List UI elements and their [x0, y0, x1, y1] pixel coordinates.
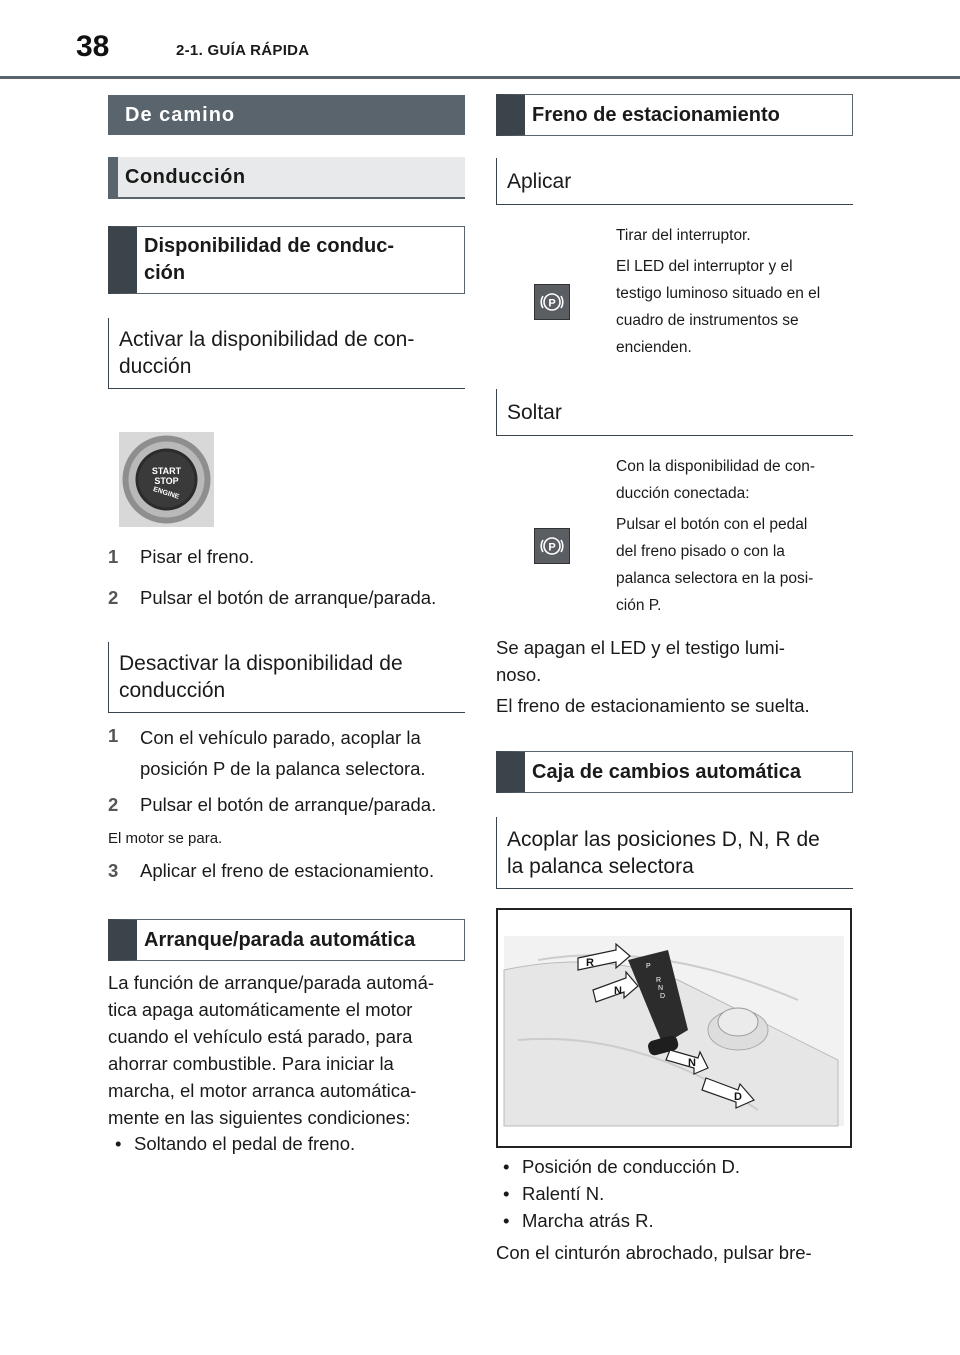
section-banner-label: De camino	[125, 103, 236, 126]
subheading-activar	[108, 318, 465, 389]
bullet-marker: •	[503, 1156, 510, 1177]
bullet-marker: •	[503, 1210, 510, 1231]
engine-text: ENGINE	[152, 485, 180, 501]
paragraph-line: mente en las siguientes condiciones:	[108, 1107, 411, 1128]
subheading-line: Soltar	[507, 400, 562, 424]
step-text: Pulsar el botón de arranque/parada.	[140, 587, 437, 608]
start-text: START	[151, 466, 182, 476]
stop-text: STOP	[154, 476, 179, 486]
bullet-text: Posición de conducción D.	[522, 1156, 741, 1177]
final-paragraph: Con el cinturón abrochado, pulsar bre-	[496, 1242, 812, 1263]
led-paragraph	[496, 634, 785, 688]
step-line: Con el vehículo parado, acoplar la	[140, 727, 421, 748]
heading-line: ción	[144, 262, 186, 284]
heading-conduccion-label: Conducción	[125, 165, 246, 188]
bullet-text: Marcha atrás R.	[522, 1210, 654, 1231]
cell-line: cuadro de instrumentos se	[616, 312, 799, 329]
heading-line: Disponibilidad de conduc-	[144, 235, 394, 257]
heading-conduccion	[108, 157, 465, 197]
subheading-line: Acoplar las posiciones D, N, R de	[507, 827, 820, 851]
subheading-aplicar	[496, 158, 853, 205]
bullet-text: Soltando el pedal de freno.	[134, 1133, 356, 1154]
step-text: Pisar el freno.	[140, 546, 255, 567]
soltar-cell-text	[616, 453, 815, 619]
subheading-desactivar	[108, 642, 465, 713]
heading-disponibilidad-label	[144, 233, 394, 287]
aplicar-cell-text	[616, 222, 820, 361]
gear-label-r: R	[586, 957, 594, 969]
step-number: 2	[108, 794, 119, 815]
arranque-paragraph	[108, 969, 434, 1131]
step-number: 1	[108, 725, 119, 746]
svg-text:P: P	[548, 297, 556, 310]
cell-line: ducción conectada:	[616, 485, 750, 502]
gear-lever-drawing	[498, 910, 850, 1146]
step-number: 1	[108, 546, 119, 567]
parking-brake-icon	[534, 284, 570, 320]
header-rule	[0, 76, 960, 79]
step-text: Aplicar el freno de estacionamiento.	[140, 860, 435, 881]
cell-line: El LED del interruptor y el	[616, 258, 793, 275]
heading-arranque	[108, 919, 465, 961]
paragraph-line: Se apagan el LED y el testigo lumi-	[496, 637, 785, 658]
cell-line: del freno pisado o con la	[616, 543, 785, 560]
bullet-text: Ralentí N.	[522, 1183, 605, 1204]
start-stop-button-image	[119, 432, 214, 527]
subheading-line: Activar la disponibilidad de con-	[119, 328, 415, 351]
cell-line: testigo luminoso situado en el	[616, 285, 821, 302]
freno-paragraph: El freno de estacionamiento se suelta.	[496, 695, 810, 716]
cell-line: palanca selectora en la posi-	[616, 570, 814, 587]
gear-label-n: N	[688, 1057, 696, 1069]
paragraph-line: La función de arranque/parada automá-	[108, 972, 435, 993]
subheading-line: la palanca selectora	[507, 854, 694, 878]
paragraph-line: noso.	[496, 664, 542, 685]
heading-arranque-label: Arranque/parada automática	[144, 928, 416, 951]
cell-line: Pulsar el botón con el pedal	[616, 516, 808, 533]
svg-text:P: P	[548, 541, 556, 554]
heading-caja	[496, 751, 853, 793]
step-text	[140, 722, 426, 784]
section-banner	[108, 95, 465, 135]
step-line: posición P de la palanca selectora.	[140, 758, 426, 779]
subheading-line: Aplicar	[507, 169, 572, 193]
running-head: 2-1. GUÍA RÁPIDA	[176, 42, 310, 59]
paragraph-line: marcha, el motor arranca automática-	[108, 1080, 417, 1101]
heading-caja-label: Caja de cambios automática	[532, 760, 801, 783]
step-text: Pulsar el botón de arranque/parada.	[140, 794, 437, 815]
page-header	[0, 0, 960, 80]
cell-line: encienden.	[616, 339, 692, 356]
subheading-line: ducción	[119, 355, 192, 378]
subheading-acoplar	[496, 817, 853, 889]
lever-letter: N	[658, 985, 664, 992]
subheading-line: conducción	[119, 679, 226, 702]
page-number: 38	[76, 30, 110, 63]
paragraph-line: tica apaga automáticamente el motor	[108, 999, 413, 1020]
gear-label-d: D	[734, 1091, 742, 1103]
bullet-marker: •	[503, 1183, 510, 1204]
step-number: 3	[108, 860, 119, 881]
lever-letter: R	[656, 977, 662, 984]
lever-letter: D	[660, 993, 666, 1000]
cell-line: ción P.	[616, 597, 662, 614]
subheading-soltar	[496, 389, 853, 436]
paragraph-line: ahorrar combustible. Para iniciar la	[108, 1053, 394, 1074]
subheading-line: Desactivar la disponibilidad de	[119, 652, 403, 675]
cell-line: Tirar del interruptor.	[616, 227, 751, 244]
bullet-marker: •	[115, 1133, 122, 1154]
lever-letter: P	[646, 963, 651, 970]
gear-label-n: N	[614, 985, 622, 997]
step-number: 2	[108, 587, 119, 608]
gear-selector-illustration	[496, 908, 852, 1148]
heading-disponibilidad	[108, 226, 465, 294]
cell-line: Con la disponibilidad de con-	[616, 458, 816, 475]
heading-freno-label: Freno de estacionamiento	[532, 103, 780, 126]
heading-freno	[496, 94, 853, 136]
start-stop-icon	[119, 432, 214, 527]
paragraph-line: cuando el vehículo está parado, para	[108, 1026, 413, 1047]
note-text: El motor se para.	[108, 830, 223, 847]
parking-brake-icon	[534, 528, 570, 564]
